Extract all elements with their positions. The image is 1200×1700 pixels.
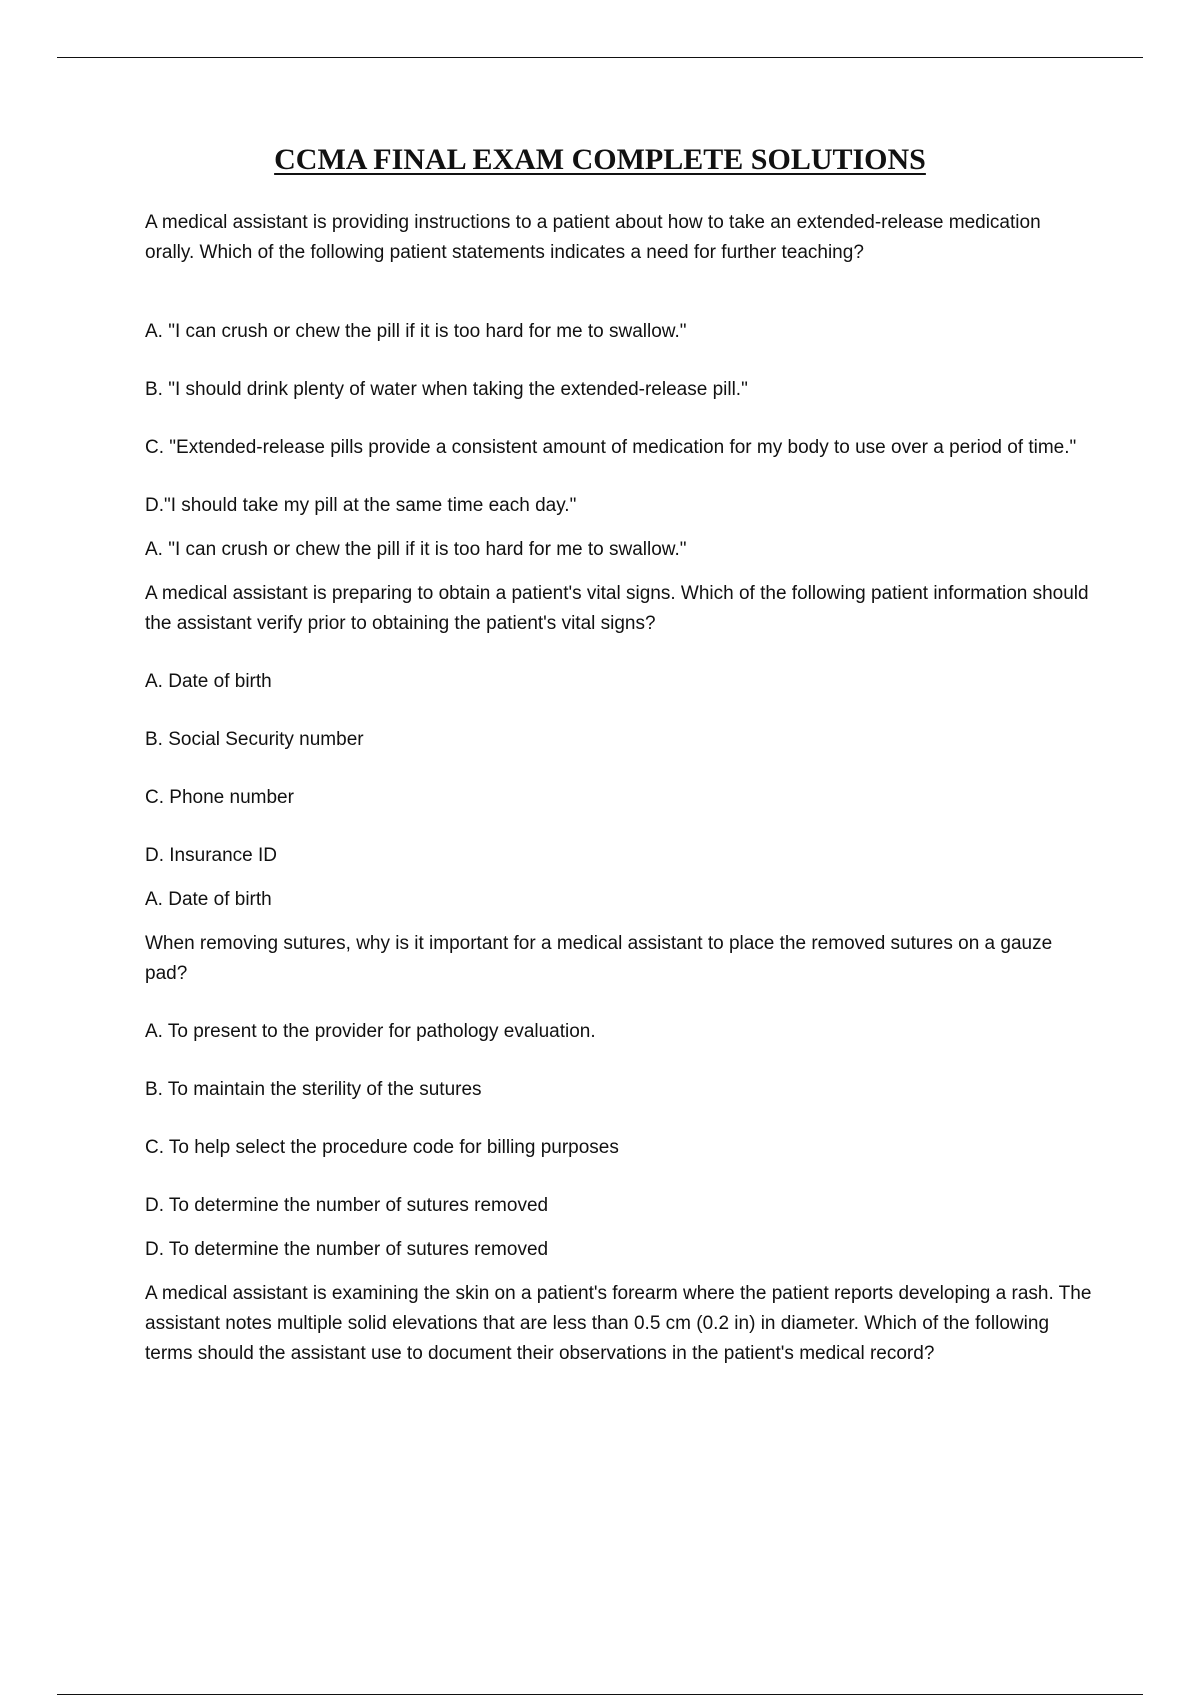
document-title: CCMA FINAL EXAM COMPLETE SOLUTIONS — [274, 143, 926, 176]
top-rule — [57, 57, 1143, 58]
question-1-option-d: D."I should take my pill at the same time each day." — [145, 495, 577, 516]
question-2-option-d: D. Insurance ID — [145, 845, 277, 866]
document-body — [145, 208, 1095, 1369]
question-2-option-a: A. Date of birth — [145, 671, 272, 692]
question-1-stem: A medical assistant is providing instructions to a patient about how to take an extended-release medication orally. Which of the following patient statements indicates a need for further teaching? — [145, 212, 1041, 263]
question-2-answer: A. Date of birth — [145, 889, 272, 910]
question-3-option-c: C. To help select the procedure code for billing purposes — [145, 1137, 619, 1158]
question-2-option-c: C. Phone number — [145, 787, 294, 808]
question-1-option-c: C. "Extended-release pills provide a consistent amount of medication for my body to use over a period of time." — [145, 437, 1077, 458]
question-3-answer: D. To determine the number of sutures removed — [145, 1239, 549, 1260]
question-4-stem: A medical assistant is examining the skin on a patient's forearm where the patient reports developing a rash. The assistant notes multiple solid elevations that are less than 0.5 cm (0.2 in) in diameter. Which of the following terms should the assistant use to document their observations in the patient's medical record? — [145, 1283, 1092, 1364]
question-3-option-d: D. To determine the number of sutures removed — [145, 1195, 549, 1216]
bottom-rule — [57, 1694, 1143, 1695]
question-2-option-b: B. Social Security number — [145, 729, 364, 750]
question-3-stem: When removing sutures, why is it important for a medical assistant to place the removed sutures on a gauze pad? — [145, 933, 1053, 984]
question-1-answer: A. "I can crush or chew the pill if it is too hard for me to swallow." — [145, 539, 687, 560]
question-2-stem: A medical assistant is preparing to obtain a patient's vital signs. Which of the following patient information should the assistant verify prior to obtaining the patient's vital signs? — [145, 583, 1089, 634]
question-3-option-b: B. To maintain the sterility of the sutures — [145, 1079, 482, 1100]
question-1-option-a: A. "I can crush or chew the pill if it is too hard for me to swallow." — [145, 321, 687, 342]
question-3-option-a: A. To present to the provider for pathology evaluation. — [145, 1021, 596, 1042]
question-1-option-b: B. "I should drink plenty of water when taking the extended-release pill." — [145, 379, 748, 400]
